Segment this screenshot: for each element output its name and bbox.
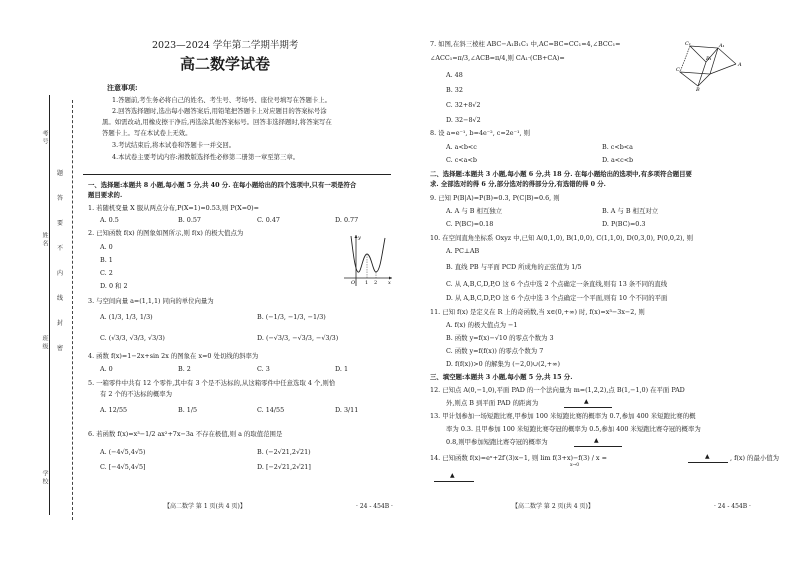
q10-option-a: A. PC⊥AB	[446, 247, 480, 255]
seal-char: 密	[57, 345, 64, 352]
q13-stem-cont: 率为 0.3. 且甲参加 100 米短跑比赛夺冠的概率为 0.5,参加 400 米短跑比赛夺冠的概率为	[446, 425, 701, 433]
q13-blank-marker: ▲	[594, 437, 599, 444]
q6-option-c: C. [−4√5,4√5]	[100, 463, 146, 471]
q5-option-a: A. 12/55	[100, 406, 128, 414]
q14-answer-blank-2[interactable]	[434, 481, 474, 482]
q3-option-a: A. (1/3, 1/3, 1/3)	[100, 313, 153, 321]
prism-label-c: C	[676, 67, 680, 73]
q12-blank-marker: ▲	[584, 398, 589, 405]
q5-option-c: C. 14/55	[257, 406, 285, 414]
q4-option-c: C. 3	[257, 365, 270, 373]
q8-option-a: A. a<b<c	[446, 143, 477, 151]
footer-page-2: 【高二数学 第 2 页(共 4 页)】	[512, 503, 594, 510]
q7-stem: 7. 如图,在斜三棱柱 ABC−A₁B₁C₁ 中,AC=BC=CC₁=4,∠BCC₁=	[430, 40, 621, 48]
q11-option-a: A. f(x) 的极大值点为 −1	[446, 321, 518, 329]
q3-option-b: B. (−1/3, −1/3, −1/3)	[257, 313, 326, 321]
q2-option-a: A. 0	[100, 243, 113, 251]
q10-option-d: D. 从 A,B,C,D,P,O 这 6 个点中选 3 个点确定一个平面,则有 10 个不同的平面	[446, 294, 668, 302]
q4-stem: 4. 函数 f(x)=1−2x+sin 2x 的图象在 x=0 处切线的斜率为	[88, 352, 259, 360]
q6-stem: 6. 若函数 f(x)=x³−1/2 ax²+7x−3a 不存在极值,则 a 的取值范围是	[88, 430, 283, 438]
q4-option-b: B. 2	[178, 365, 191, 373]
q6-option-b: B. (−2√21,2√21)	[257, 448, 311, 456]
q7-prism-diagram	[676, 40, 744, 92]
seal-char: 内	[57, 270, 64, 277]
q5-stem-cont: 有 2 个的不达标的概率为	[100, 390, 173, 398]
q14-stem-cont: , f(x) 的最小值为	[730, 454, 780, 462]
graph-label-1: 1	[365, 280, 369, 286]
q4-option-d: D. 1	[335, 365, 349, 373]
q2-option-d: D. 0 和 2	[100, 282, 128, 290]
graph-label-y: y	[358, 235, 361, 241]
q7-option-d: D. 32−8√2	[446, 116, 481, 124]
footer-code-1: · 24 - 454B ·	[356, 503, 393, 510]
prism-label-c1: C₁	[685, 41, 691, 47]
section3-heading: 三、填空题:本题共 3 小题,每小题 5 分,共 15 分.	[430, 373, 573, 381]
notice-item: 3.考试结束后,将本试卷和答题卡一并交回。	[112, 141, 236, 149]
q11-option-c: C. 函数 y=f(f(x)) 的零点个数为 7	[446, 347, 544, 355]
q3-option-c: C. (√3/3, √3/3, √3/3)	[100, 334, 165, 342]
section2-heading-cont: 求. 全部选对的得 6 分,部分选对的得部分分,有选错的得 0 分.	[430, 180, 606, 188]
q5-option-d: D. 3/11	[335, 406, 359, 414]
notice-item: 答题卡上。写在本试卷上无效。	[102, 129, 192, 137]
q9-stem: 9. 已知 P(B|A)=P(B)=0.3, P(C|B)=0.6, 则	[430, 194, 560, 202]
section1-heading-cont: 题目要求的.	[88, 191, 123, 199]
seal-char: 封	[57, 320, 64, 327]
q11-option-d: D. f(f(x))>0 的解集为 (−2,0)∪(2,+∞)	[446, 360, 560, 368]
q14-stem: 14. 已知函数 f(x)=eˣ+2f′(3)x−1, 则 lim f(3+x)−f(3) / x =	[430, 454, 607, 462]
graph-label-2: 2	[374, 280, 378, 286]
q14-blank-marker-2: ▲	[450, 472, 455, 479]
notice-item: 1.答题前,考生务必将自己的姓名、考生号、考场号、座位号填写在答题卡上。	[112, 96, 332, 104]
sidebar-kaohao: 考号	[41, 130, 48, 146]
section-divider	[83, 174, 391, 175]
sidebar-xuexiao: 学校	[41, 470, 48, 486]
q9-option-c: C. P(BC)=0.18	[446, 220, 494, 228]
seal-char: 不	[57, 245, 64, 252]
prism-label-a1: A₁	[719, 43, 725, 49]
section2-heading: 二、选择题:本题共 3 小题,每小题 6 分,共 18 分. 在每小题给出的选项中,有多项符合题目要	[430, 170, 692, 178]
q12-stem-cont: 外,则点 B 到平面 PAD 的距离为	[446, 399, 539, 407]
q5-stem: 5. 一箱零件中共有 12 个零件,其中有 3 个是不达标的,从这箱零件中任意选取 4 个,则恰	[88, 379, 336, 387]
q1-option-a: A. 0.5	[100, 216, 119, 224]
q8-option-d: D. a<c<b	[602, 156, 634, 164]
q6-option-a: A. (−4√5,4√5)	[100, 448, 146, 456]
footer-page-1: 【高二数学 第 1 页(共 4 页)】	[164, 503, 246, 510]
q5-option-b: B. 1/5	[178, 406, 198, 414]
q4-option-a: A. 0	[100, 365, 113, 373]
seal-dashed-line	[72, 100, 73, 520]
q1-option-c: C. 0.47	[257, 216, 280, 224]
notice-item: 黑。如需改动,用橡皮擦干净后,再选涂其他答案标号。回答非选择题时,将答案写在	[102, 118, 332, 126]
q11-option-b: B. 函数 y=f(x)−√10 的零点个数为 3	[446, 334, 554, 342]
graph-label-origin: O	[351, 280, 356, 286]
q1-stem: 1. 若随机变量 X 服从两点分布,P(X=1)=0.53,则 P(X=0)=	[88, 204, 259, 212]
q1-option-d: D. 0.77	[335, 216, 359, 224]
prism-label-b: B	[696, 87, 700, 92]
q9-option-a: A. A 与 B 相互独立	[446, 207, 503, 215]
q10-option-c: C. 从 A,B,C,D,P,O 这 6 个点中选 2 个点确定一条直线,则有 13 条不同的直线	[446, 280, 668, 288]
seal-char: 题	[57, 170, 64, 177]
q14-answer-blank-1[interactable]	[688, 462, 728, 463]
prism-label-a: A	[738, 62, 742, 68]
exam-subtitle: 高二数学试卷	[180, 55, 271, 73]
footer-code-2: · 24 - 454B ·	[714, 503, 751, 510]
q12-answer-blank[interactable]	[564, 407, 612, 408]
q10-option-b: B. 直线 PB 与平面 PCD 所成角的正弦值为 1/5	[446, 263, 582, 271]
notice-item: 4.本试卷主要考试内容:湘教版选择性必修第二册第一章至第三章。	[112, 153, 300, 161]
section1-heading: 一、选择题:本题共 8 小题,每小题 5 分,共 40 分. 在每小题给出的四个选项中,只有一项是符合	[88, 181, 357, 189]
sidebar-banji: 班级	[41, 335, 48, 351]
q7-option-c: C. 32+8√2	[446, 101, 481, 109]
q13-answer-blank[interactable]	[574, 446, 622, 447]
q12-stem: 12. 已知点 A(0,−1,0),平面 PAD 的一个法向量为 m=(1,2,2),点 B(1,−1,0) 在平面 PAD	[430, 386, 685, 394]
seal-char: 要	[57, 220, 64, 227]
q8-option-b: B. c<b<a	[602, 143, 633, 151]
q2-option-b: B. 1	[100, 256, 113, 264]
q1-option-b: B. 0.57	[178, 216, 201, 224]
q13-stem-cont2: 0.8,则甲参加短跑比赛夺冠的概率为	[446, 438, 548, 446]
q2-function-graph	[342, 232, 394, 288]
q13-stem: 13. 甲计划参加一场短跑比赛,甲参加 100 米短跑比赛的概率为 0.7,参加 400 米短跑比赛的概	[430, 412, 696, 420]
sidebar-xingming: 姓名	[41, 232, 48, 248]
sidebar-underline	[49, 95, 50, 515]
q14-blank-marker-1: ▲	[705, 453, 710, 460]
q7-option-a: A. 48	[446, 71, 463, 79]
q11-stem: 11. 已知 f(x) 是定义在 R 上的奇函数,当 x∈(0,+∞) 时, f(x)=x³−3x−2, 则	[430, 308, 645, 316]
q9-option-b: B. A 与 B 相互对立	[602, 207, 659, 215]
q3-stem: 3. 与空间向量 a=(1,1,1) 同向的单位向量为	[88, 297, 214, 305]
q8-option-c: C. c<a<b	[446, 156, 477, 164]
q9-option-d: D. P(BC)=0.3	[602, 220, 646, 228]
exam-title: 2023—2024 学年第二学期半期考	[152, 40, 299, 51]
q6-option-d: D. [−2√21,2√21]	[257, 463, 311, 471]
prism-label-b1: B₁	[706, 56, 712, 62]
seal-char: 线	[57, 295, 64, 302]
notice-title: 注意事项:	[107, 83, 138, 92]
notice-item: 2.回答选择题时,选出每小题答案后,用铅笔把答题卡上对应题目的答案标号涂	[112, 107, 327, 115]
graph-label-x: x	[388, 280, 391, 286]
q10-stem: 10. 在空间直角坐标系 Oxyz 中,已知 A(0,1,0), B(1,0,0), C(1,1,0), D(0,3,0), P(0,0,2), 则	[430, 234, 694, 242]
q14-limit-subscript: x→0	[570, 463, 580, 468]
q2-option-c: C. 2	[100, 269, 113, 277]
q7-option-b: B. 32	[446, 86, 463, 94]
q2-stem: 2. 已知函数 f(x) 的图象如图所示,则 f(x) 的极大值点为	[88, 229, 244, 237]
q8-stem: 8. 设 a=e⁻¹, b=4e⁻², c=2e⁻¹, 则	[430, 129, 530, 137]
seal-char: 答	[57, 195, 64, 202]
q7-stem-cont: ∠ACC₁=π/3,∠ACB=π/4,则 CA₁·(CB+CA)=	[430, 54, 565, 62]
q3-option-d: D. (−√3/3, −√3/3, −√3/3)	[257, 334, 339, 342]
